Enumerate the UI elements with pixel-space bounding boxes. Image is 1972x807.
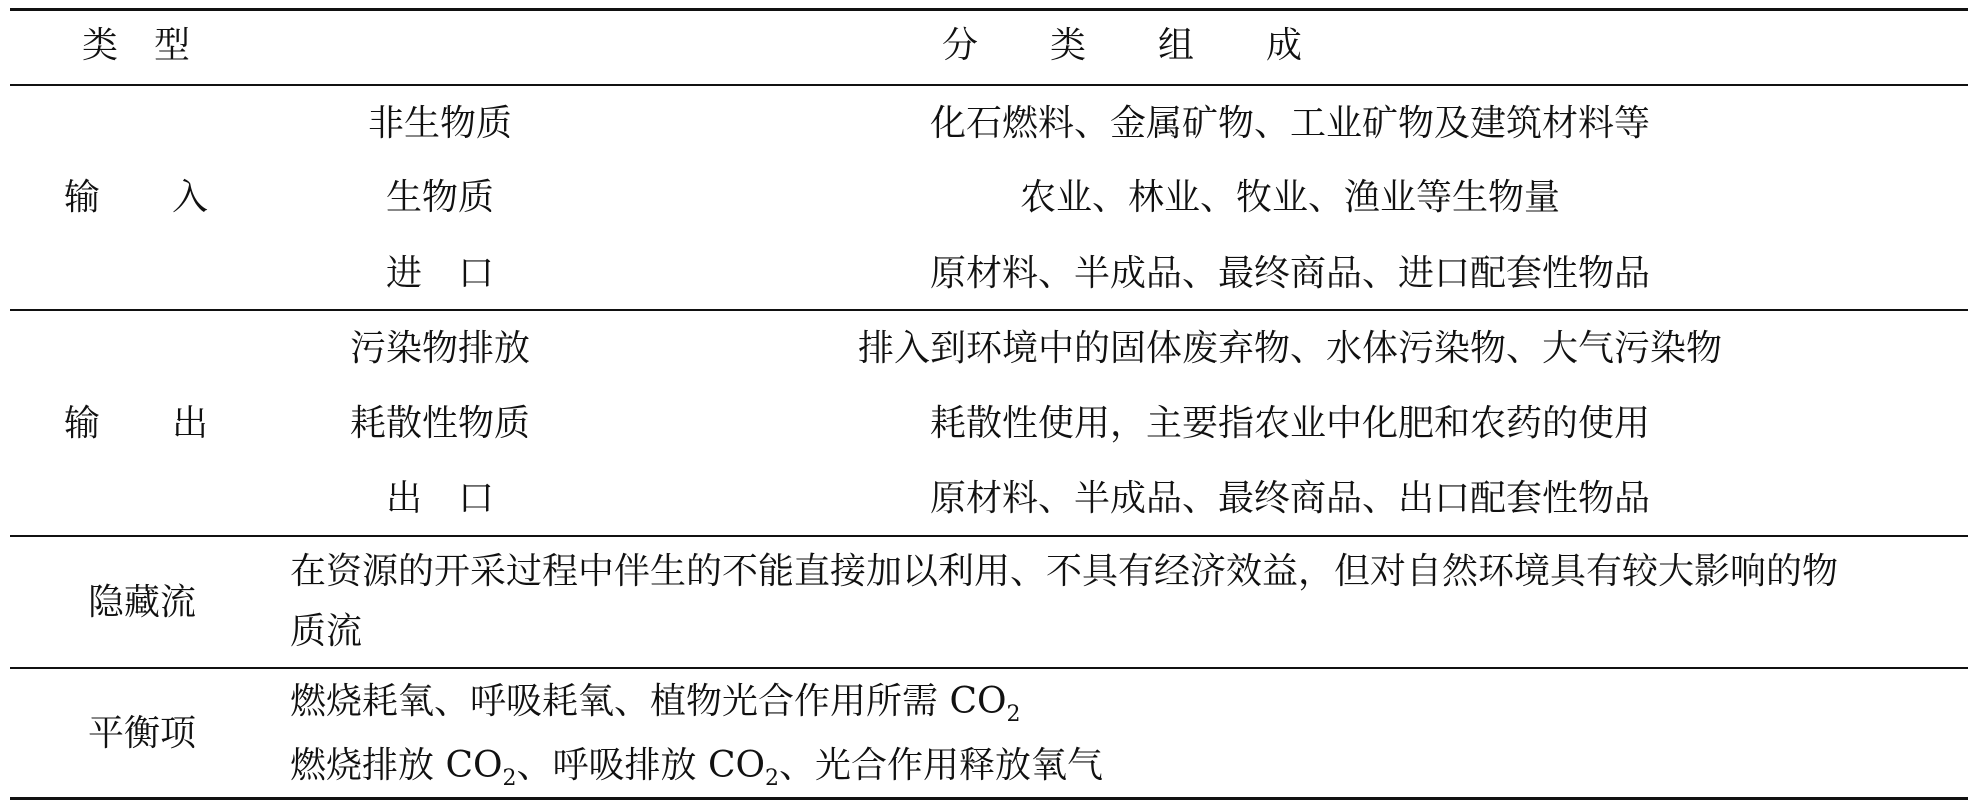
- balance-text-line2: [290, 746, 1103, 791]
- input-row-content: 农业、林业、牧业、渔业等生物量: [1019, 177, 1561, 218]
- output-row-name: 出 口: [385, 478, 495, 519]
- output-row-name: 污染物排放: [349, 328, 531, 369]
- input-row-name: 非生物质: [367, 103, 513, 144]
- co2-subscript: 2: [502, 766, 517, 791]
- input-row-name: 进 口: [385, 253, 495, 294]
- input-row-content: 原材料、半成品、最终商品、进口配套性物品: [929, 253, 1651, 294]
- input-bottom-rule: [10, 309, 1968, 311]
- balance-line2-part-c: 、光合作用释放氧气: [779, 745, 1104, 786]
- input-row-content: 化石燃料、金属矿物、工业矿物及建筑材料等: [929, 103, 1651, 144]
- balance-text-line1: [290, 682, 1021, 727]
- balance-label: 平衡项: [87, 713, 197, 754]
- output-row-content: 耗散性使用，主要指农业中化肥和农药的使用: [929, 403, 1651, 444]
- input-row-name: 生物质: [385, 177, 495, 218]
- hidden-flow-text-line1: 在资源的开采过程中伴生的不能直接加以利用、不具有经济效益，但对自然环境具有较大影响的物: [290, 551, 1839, 592]
- balance-line1-text: 燃烧耗氧、呼吸耗氧、植物光合作用所需 CO: [290, 681, 1007, 722]
- co2-subscript: 2: [765, 766, 780, 791]
- header-bottom-rule: [10, 84, 1968, 86]
- output-row-content: 排入到环境中的固体废弃物、水体污染物、大气污染物: [857, 328, 1723, 369]
- output-row-name: 耗散性物质: [349, 403, 531, 444]
- header-type: 类 型: [82, 25, 191, 66]
- output-label: 输 出: [64, 403, 209, 444]
- table-top-rule: [10, 8, 1968, 11]
- output-bottom-rule: [10, 535, 1968, 537]
- header-composition: 分 类 组 成: [941, 25, 1303, 66]
- table-bottom-rule: [10, 797, 1968, 800]
- hidden-flow-text-line2: 质流: [290, 611, 363, 652]
- input-label: 输 入: [64, 177, 209, 218]
- hidden-flow-label: 隐藏流: [87, 582, 197, 623]
- co2-subscript: 2: [1006, 702, 1021, 727]
- output-row-content: 原材料、半成品、最终商品、出口配套性物品: [929, 478, 1651, 519]
- hidden-flow-bottom-rule: [10, 667, 1968, 669]
- balance-line2-part-a: 燃烧排放 CO: [290, 745, 503, 786]
- balance-line2-part-b: 、呼吸排放 CO: [516, 745, 766, 786]
